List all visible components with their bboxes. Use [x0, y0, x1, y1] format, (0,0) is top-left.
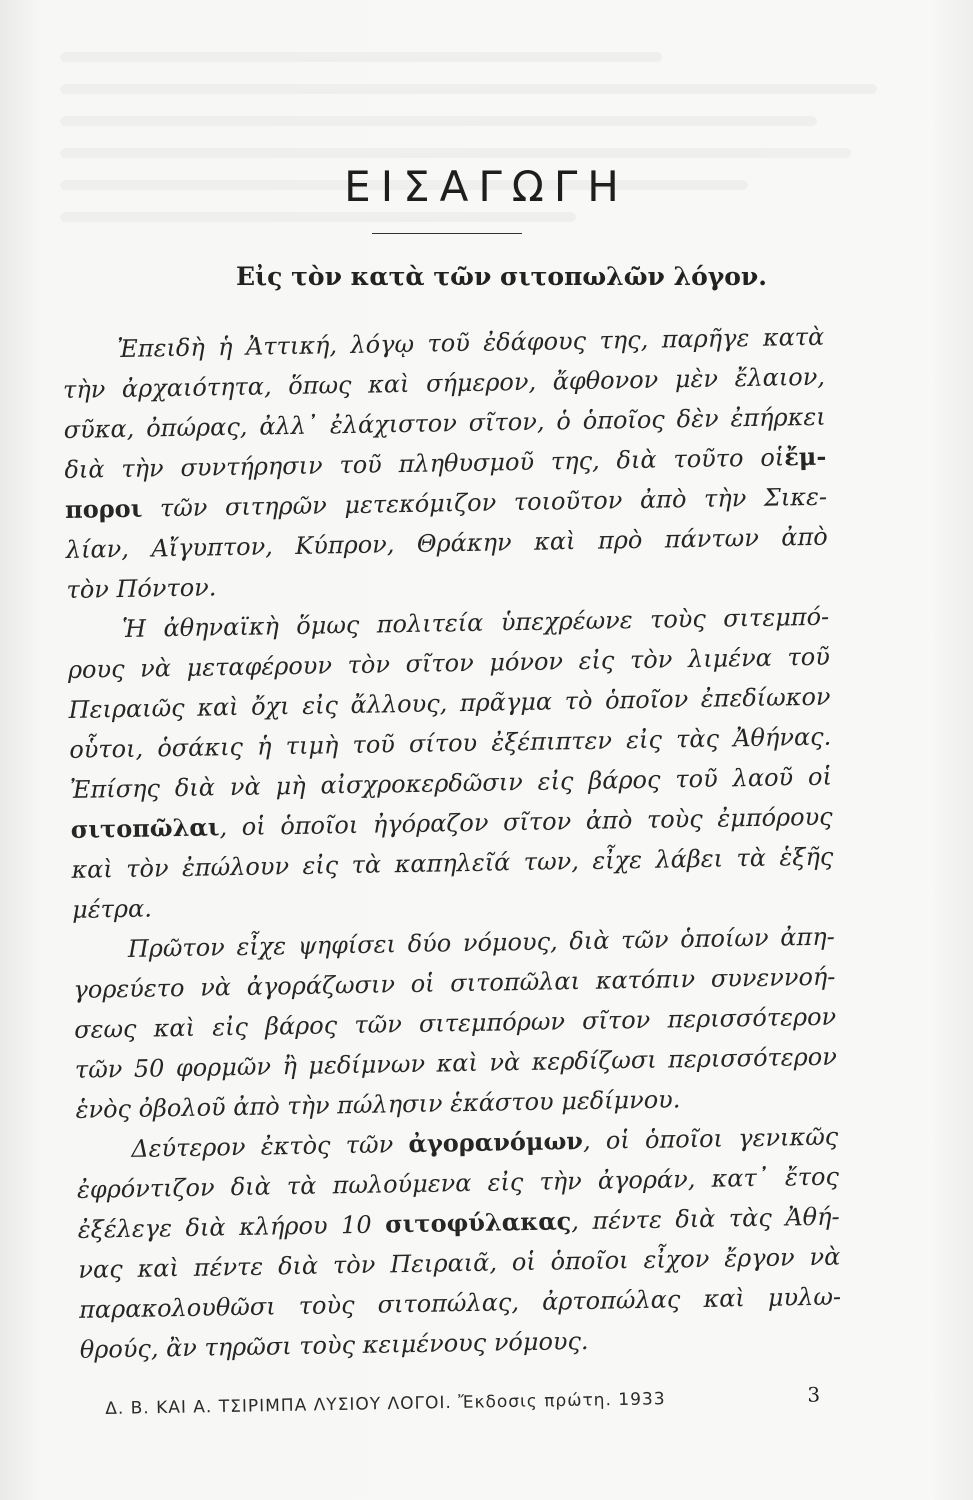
text-run: λίαν, Αἴγυπτον, Κύπρον, Θράκην καὶ πρὸ πάντων ἀπὸ: [65, 522, 828, 564]
text-run: ρους νὰ μεταφέρουν τὸν σῖτον μόνον εἰς τὸν λιμένα τοῦ: [67, 642, 831, 684]
text-run: σεως καὶ εἰς βάρος τῶν σιτεμπόρων σῖτον περισσότερον: [73, 1002, 837, 1044]
page-footer: [105, 1383, 820, 1419]
text-run: παρακολουθῶσι τοὺς σιτοπώλας, ἀρτοπώλας καὶ μυλω-: [78, 1282, 842, 1324]
text-run: μέτρα.: [71, 894, 153, 924]
chapter-title: ΕΙΣΑΓΩΓΗ: [344, 162, 629, 211]
text-run: ἐξέλεγε διὰ κλήρου 10: [77, 1210, 386, 1244]
text-run: τὸν Πόντον.: [66, 573, 217, 604]
text-run: τῶν 50 φορμῶν ἢ μεδίμνων καὶ νὰ κερδίζωσι περισσότερον: [74, 1042, 838, 1084]
text-run: τῶν σιτηρῶν μετεκόμιζον τοιοῦτον ἀπὸ τὴν Σικε-: [142, 482, 828, 523]
text-run: ἐφρόντιζον διὰ τὰ πωλούμενα εἰς τὴν ἀγοράν, κατ᾽ ἔτος: [76, 1162, 840, 1204]
text-run: νας καὶ πέντε διὰ τὸν Πειραιᾶ, οἱ ὁποῖοι εἶχον ἔργον νὰ: [78, 1242, 841, 1284]
text-run: γορεύετο νὰ ἀγοράζωσιν οἱ σιτοπῶλαι κατόπιν συνεννοή-: [73, 962, 836, 1004]
bold-term: σιτοπῶλαι: [70, 812, 220, 844]
text-run: Ἐπίσης διὰ νὰ μὴ αἰσχροκερδῶσιν εἰς βάρος τοῦ λαοῦ οἱ: [69, 762, 833, 804]
text-run: ἑνὸς ὀβολοῦ ἀπὸ τὴν πώλησιν ἑκάστου μεδίμνου.: [75, 1085, 681, 1124]
text-run: Πρῶτον εἶχε ψηφίσει δύο νόμους, διὰ τῶν ὁποίων ἀπη-: [127, 922, 835, 963]
text-run: Πειραιῶς καὶ ὄχι εἰς ἄλλους, πρᾶγμα τὸ ὁποῖον ἐπεδίωκον: [68, 682, 831, 724]
title-rule: [372, 233, 522, 234]
section-subtitle: Εἰς τὸν κατὰ τῶν σιτοπωλῶν λόγον.: [236, 262, 767, 291]
text-run: διὰ τὴν συντήρησιν τοῦ πληθυσμοῦ της, διὰ τοῦτο οἱ: [64, 443, 785, 484]
text-run: Ἡ ἀθηναϊκὴ ὅμως πολιτεία ὑπεχρέωνε τοὺς σιτεμπό-: [121, 602, 830, 643]
bold-term: σιτοφύλακας: [384, 1206, 572, 1239]
text-run: Δεύτερον ἐκτὸς τῶν: [131, 1130, 409, 1163]
page-number: 3: [807, 1382, 821, 1407]
bold-term: ποροι: [64, 493, 143, 524]
text-run: καὶ τὸν ἐπώλουν εἰς τὰ καπηλεῖά των, εἶχε λάβει τὰ ἑξῆς: [71, 842, 834, 884]
text-run: , πέντε διὰ τὰς Ἀθή-: [571, 1202, 840, 1236]
text-run: , οἱ ὁποῖοι ἠγόραζον σῖτον ἀπὸ τοὺς ἐμπόρους: [219, 802, 833, 842]
bold-term: ἔμ-: [783, 441, 827, 472]
bleed-through-text: [60, 30, 920, 290]
body-text: [62, 317, 842, 1370]
text-run: θρούς, ἂν τηρῶσι τοὺς κειμένους νόμους.: [79, 1326, 589, 1364]
footer-imprint: Δ. Β. ΚΑΙ Α. ΤΣΙΡΙΜΠΑ ΛΥΣΙΟΥ ΛΟΓΟΙ. Ἔκδοσις πρώτη. 1933: [105, 1389, 666, 1419]
bold-term: ἀγορανόμων: [408, 1126, 584, 1159]
text-run: Ἐπειδὴ ἡ Ἀττική, λόγῳ τοῦ ἐδάφους της, παρῆγε κατὰ: [117, 322, 825, 364]
text-run: , οἱ ὁποῖοι γενικῶς: [582, 1122, 839, 1156]
text-run: οὗτοι, ὁσάκις ἡ τιμὴ τοῦ σίτου ἐξέπιπτεν εἰς τὰς Ἀθήνας.: [69, 722, 832, 764]
text-run: τὴν ἀρχαιότητα, ὅπως καὶ σήμερον, ἄφθονον μὲν ἔλαιον,: [62, 362, 826, 404]
text-run: σῦκα, ὀπώρας, ἀλλ᾽ ἐλάχιστον σῖτον, ὁ ὁποῖος δὲν ἐπήρκει: [63, 402, 826, 444]
